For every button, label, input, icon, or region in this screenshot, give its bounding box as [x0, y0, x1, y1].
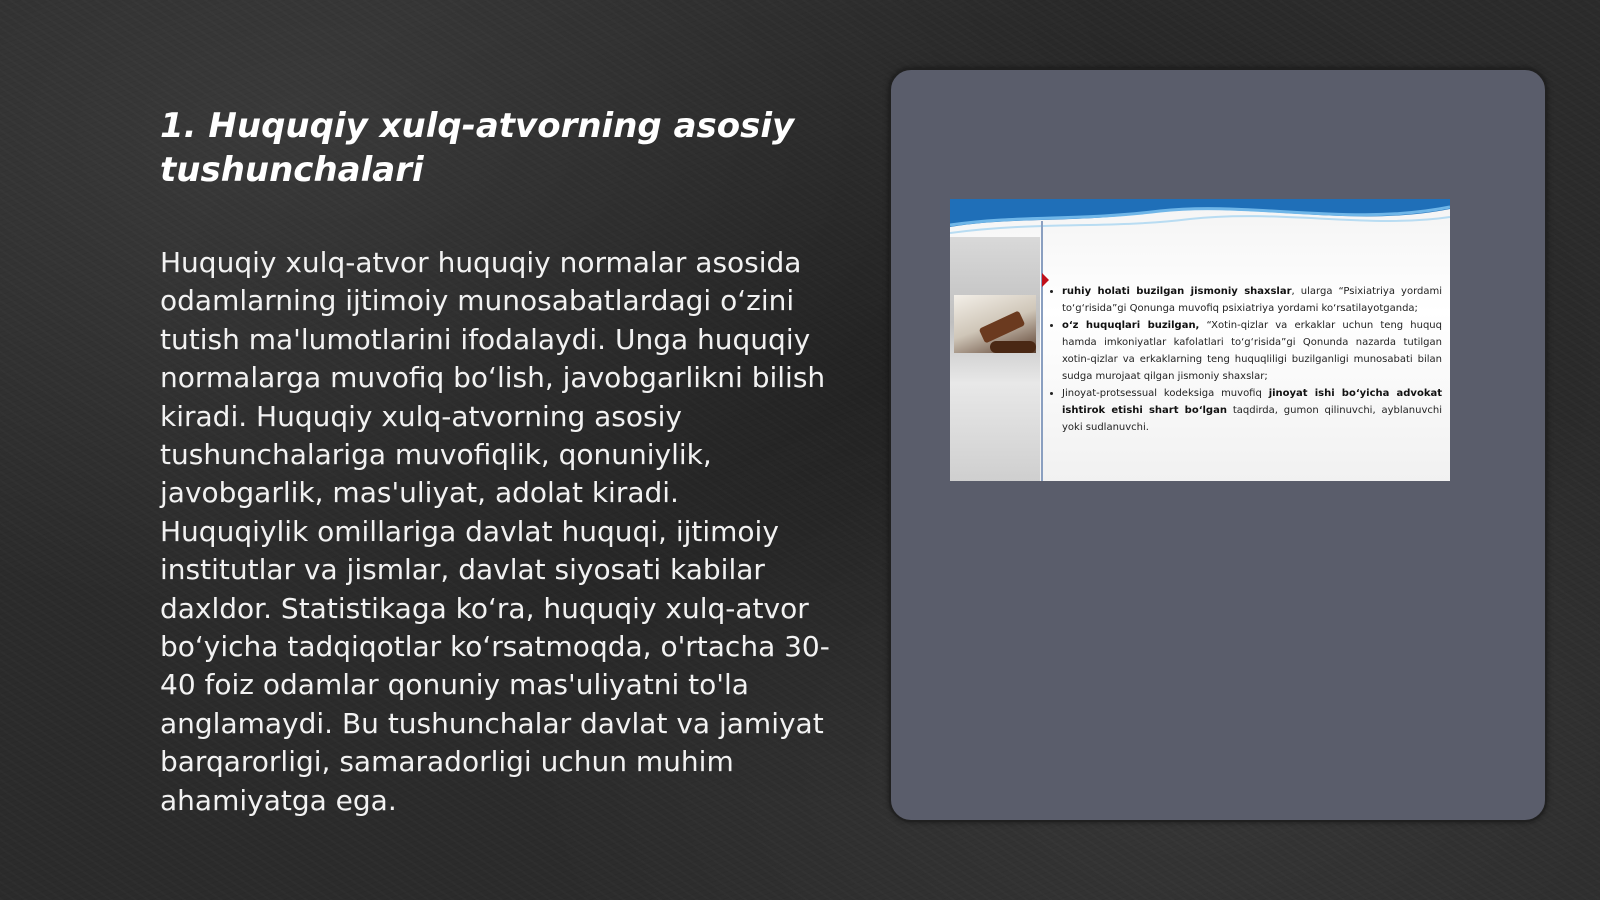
decorative-wave — [950, 199, 1450, 239]
gavel-and-book-photo — [950, 237, 1040, 481]
list-item: • Jinoyat-protsessual kodeksiga muvofiq jinoyat ishi bo‘yicha advokat ishtirok etishi shart bo‘lgan taqdirda, gumon qilinuvchi, ayblanuvchi yoki sudlanuvchi. — [1062, 385, 1442, 436]
red-arrow-icon — [1042, 273, 1049, 287]
list-item: • o‘z huquqlari buzilgan, “Xotin-qizlar va erkaklar uchun teng huquq hamda imkoniyatlar kafolatlari to‘g‘risida”gi Qonunda nazarda tutilgan xotin-qizlar va erkaklarning teng huquqliligi buzilganligi munosabati bilan sudga murojaat qilgan jismoniy shaxslar; — [1062, 317, 1442, 385]
gavel-base-illustration — [990, 341, 1036, 353]
slide-title: 1. Huquqiy xulq-atvorning asosiy tushunchalari — [160, 106, 795, 190]
embedded-bullet-list — [1054, 283, 1442, 436]
embedded-slide-image — [950, 199, 1450, 481]
list-item: • ruhiy holati buzilgan jismoniy shaxslar, ularga “Psixiatriya yordami to‘g‘risida”gi Qonunga muvofiq psixiatriya yordami ko‘rsatilayotganda; — [1062, 283, 1442, 317]
slide-body-text: Huquqiy xulq-atvor huquqiy normalar asosida odamlarning ijtimoiy munosabatlardagi o‘zini tutish ma'lumotlarini ifodalaydi. Unga huquqiy normalarga muvofiq bo‘lish, javobgarlikni bilish kiradi. Huquqiy xulq-atvorning asosiy tushunchalariga muvofiqlik, qonuniylik, javobgarlik, mas'uliyat, adolat kiradi. Huquqiylik omillariga davlat huquqi, ijtimoiy institutlar va jismlar, davlat siyosati kabilar daxldor. Statistikaga ko‘ra, huquqiy xulq-atvor bo‘yicha tadqiqotlar ko‘rsatmoqda, o'rtacha 30-40 foiz odamlar qonuniy mas'uliyatni to'la anglamaydi. Bu tushunchalar davlat va jamiyat barqarorligi, samaradorligi uchun muhim ahamiyatga ega. — [160, 246, 830, 817]
vertical-divider — [1041, 221, 1043, 481]
